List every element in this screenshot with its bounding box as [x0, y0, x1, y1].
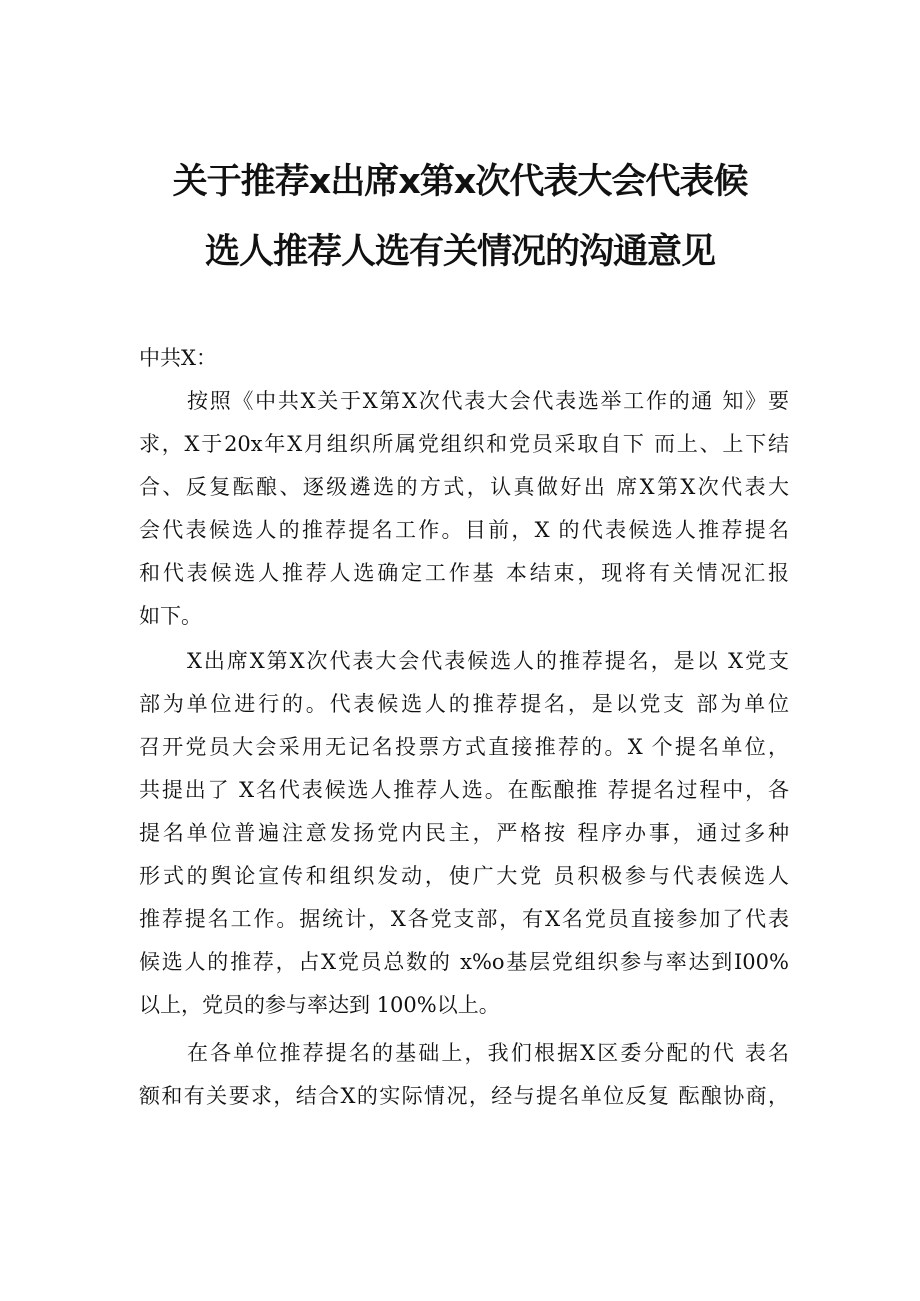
- salutation: 中共X：: [139, 346, 217, 370]
- paragraph-line: 推荐提名工作。据统计，X各党支部，有X名党员直接参加了代表: [139, 907, 789, 931]
- paragraph-line: 以上，党员的参与率达到 100%以上。: [139, 993, 500, 1017]
- paragraph-line: 召开党员大会采用无记名投票方式直接推荐的。X 个提名单位，: [139, 735, 789, 759]
- paragraph-line: 形式的舆论宣传和组织发动，使广大党 员积极参与代表候选人: [139, 864, 789, 888]
- paragraph-line: 合、反复酝酿、逐级遴选的方式，认真做好出 席X第X次代表大: [139, 475, 789, 499]
- document-title-line-1: 关于推荐x出席x第x次代表大会代表候: [172, 162, 748, 202]
- paragraph-line: 候选人的推荐，占X党员总数的 x%o基层党组织参与率达到I00%: [139, 950, 789, 974]
- paragraph-2: [139, 640, 789, 1027]
- paragraph-line: 共提出了 X名代表候选人推荐人选。在酝酿推 荐提名过程中，各: [139, 778, 789, 802]
- paragraph-3: [139, 1032, 789, 1118]
- paragraph-line: 部为单位进行的。代表候选人的推荐提名，是以党支 部为单位: [139, 692, 789, 716]
- paragraph-line: 在各单位推荐提名的基础上，我们根据X区委分配的代 表名: [187, 1041, 789, 1065]
- paragraph-line: 和代表候选人推荐人选确定工作基 本结束，现将有关情况汇报: [139, 561, 789, 585]
- paragraph-line: 按照《中共X关于X第X次代表大会代表选举工作的通 知》要: [187, 389, 789, 413]
- paragraph-1: [139, 380, 789, 638]
- paragraph-line: 求，X于20x年X月组织所属党组织和党员采取自下 而上、上下结: [139, 432, 789, 456]
- document-title-line-2: 选人推荐人选有关情况的沟通意见: [204, 232, 715, 272]
- paragraph-line: 额和有关要求，结合X的实际情况，经与提名单位反复 酝酿协商，: [139, 1084, 789, 1108]
- paragraph-line: 会代表候选人的推荐提名工作。目前，X 的代表候选人推荐提名: [139, 518, 789, 542]
- paragraph-line: 如下。: [139, 604, 202, 628]
- paragraph-line: 提名单位普遍注意发扬党内民主，严格按 程序办事，通过多种: [139, 821, 789, 845]
- paragraph-line: X出席X第X次代表大会代表候选人的推荐提名，是以 X党支: [187, 649, 789, 673]
